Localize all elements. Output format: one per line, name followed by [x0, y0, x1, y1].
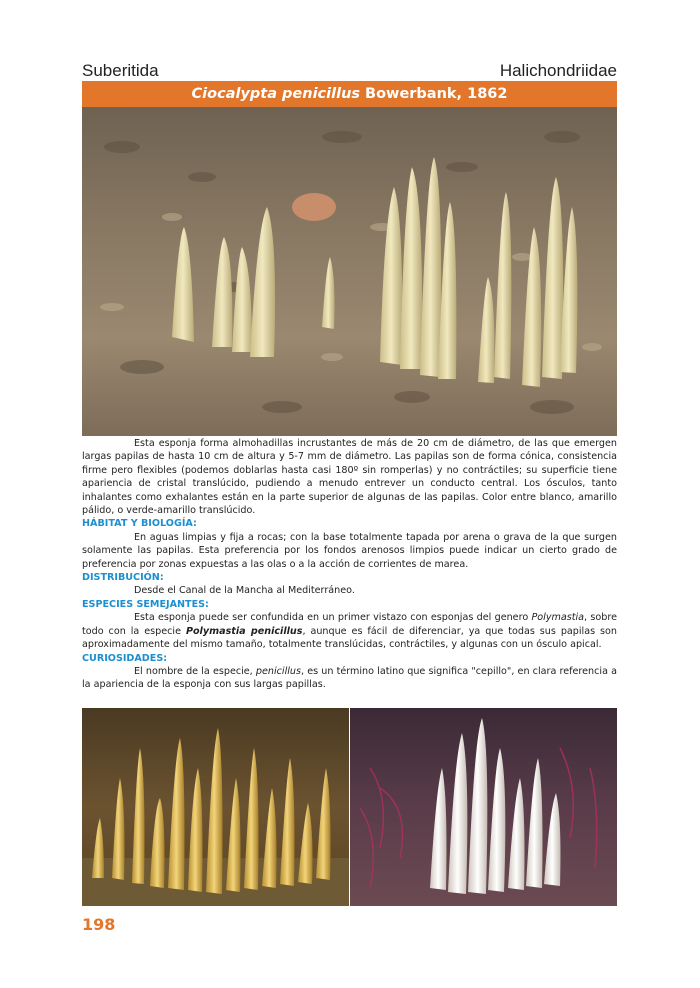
distribution-paragraph: Desde el Canal de la Mancha al Mediterráneo.: [134, 585, 355, 597]
similar-genus: Polymastia: [531, 612, 585, 624]
similar-text-c: , aunque es fácil de diferenciar, ya que todas sus papilas son aproximadamente del mismo tamaño, totalmente translúcidas, contráctiles, y algunas con un ósculo apical.: [82, 625, 618, 651]
header-order: Suberitida: [82, 61, 159, 80]
habitat-heading: HÁBITAT Y BIOLOGÍA:: [82, 518, 197, 530]
curiosities-text-b: , es un término latino que significa "cepillo", en clara referencia a la apariencia de la esponja con sus largas papillas.: [82, 665, 617, 691]
similar-species-name: Polymastia penicillus: [185, 625, 303, 637]
description-paragraph: Esta esponja forma almohadillas incrustantes de más de 20 cm de diámetro, de las que emergen largas papilas de hasta 10 cm de altura y 5-7 mm de diámetro. Las papilas son de forma cónica, consistencia firme pero flexibles (podemos doblarlas hasta casi 180º sin romperlas) y no contráctiles; su superficie tiene apariencia de cristal translúcido, pudiendo a menudo entrever un conducto central. Los ósculos, tanto inhalantes como exhalantes están en la parte superior de algunas de las papilas. Color entre blanco, amarillo pálido, o verde-amarillo translúcido.: [82, 438, 617, 517]
running-header: [82, 59, 617, 81]
species-authority: Bowerbank, 1862: [365, 86, 508, 102]
header-family: Halichondriidae: [499, 61, 617, 80]
similar-species-paragraph: [82, 611, 617, 651]
curiosities-paragraph: [82, 665, 617, 692]
habitat-paragraph: En aguas limpias y fija a rocas; con la base totalmente tapada por arena o grava de la que surgen solamente las papilas. Esta preferencia por los fondos arenosos limpios puede indicar un cierto grado de preferencia por zonas expuestas a las olas o a la acción de corrientes de marea.: [82, 531, 617, 570]
curiosities-heading: CURIOSIDADES:: [82, 652, 168, 664]
photo-white-specimen: [350, 708, 617, 906]
photo-yellow-specimen: [82, 708, 349, 906]
similar-text-a: Esta esponja puede ser confundida en un primer vistazo con esponjas del genero: [134, 612, 532, 624]
species-text: [82, 437, 617, 692]
species-title-bar: [82, 81, 617, 107]
page-number: 198: [82, 915, 116, 934]
similar-text-b: , sobre todo con la especie: [82, 612, 618, 637]
species-name: Ciocalypta penicillus: [191, 86, 361, 102]
main-photo: [82, 107, 617, 436]
distribution-heading: DISTRIBUCIÓN:: [82, 572, 164, 584]
curiosities-text-a: El nombre de la especie,: [134, 665, 256, 677]
similar-species-heading: ESPECIES SEMEJANTES:: [82, 598, 209, 610]
curiosities-word: penicillus: [255, 665, 301, 677]
